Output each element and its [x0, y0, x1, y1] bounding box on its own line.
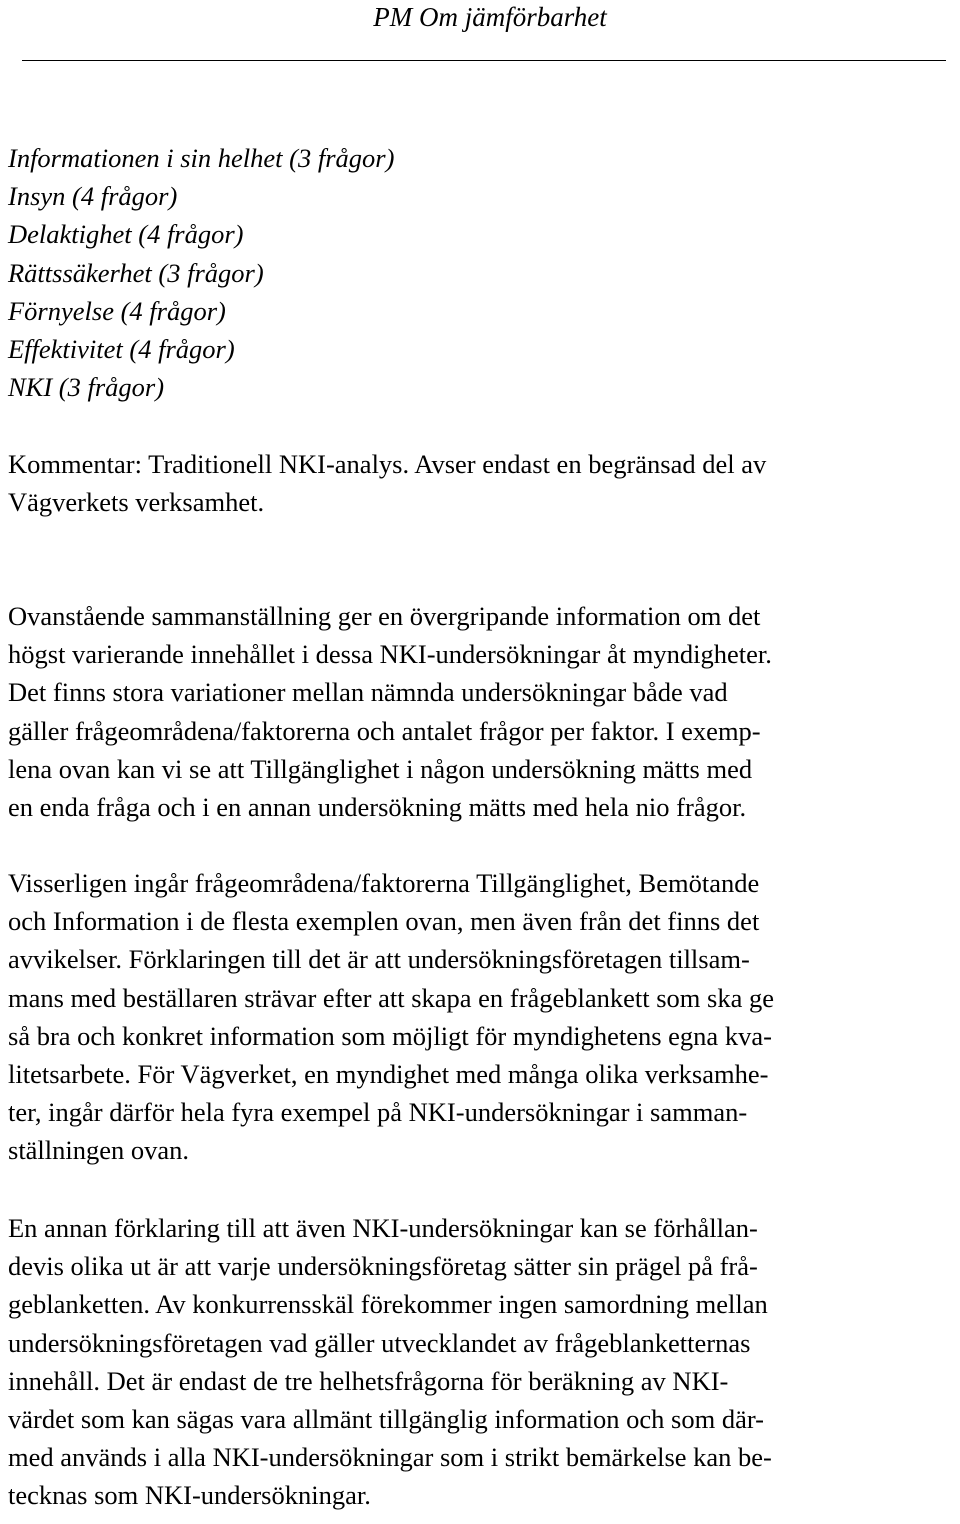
- text-line: ställningen ovan.: [8, 1135, 190, 1166]
- text-line: Det finns stora variationer mellan nämnda undersökningar både vad: [8, 677, 728, 708]
- factor-list-item: NKI (3 frågor): [8, 372, 165, 403]
- paragraph-3: [8, 1209, 948, 1515]
- text-line: innehåll. Det är endast de tre helhetsfrågorna för beräkning av NKI-: [8, 1365, 729, 1396]
- text-line: litetsarbete. För Vägverket, en myndighet med många olika verksamhe-: [8, 1058, 769, 1089]
- factor-list-item: Rättssäkerhet (3 frågor): [8, 257, 264, 288]
- text-line: och Information i de flesta exemplen ovan, men även från det finns det: [8, 906, 760, 937]
- text-line: så bra och konkret information som möjligt för myndighetens egna kva-: [8, 1020, 772, 1051]
- paragraph-2: [8, 864, 948, 1170]
- text-line: högst varierande innehållet i dessa NKI-undersökningar åt myndigheter.: [8, 639, 772, 670]
- text-line: devis olika ut är att varje undersökningsföretag sätter sin prägel på frå-: [8, 1251, 758, 1282]
- factor-list-item: Effektivitet (4 frågor): [8, 333, 235, 364]
- factor-list-item: Förnyelse (4 frågor): [8, 295, 226, 326]
- text-line: gäller frågeområdena/faktorerna och antalet frågor per faktor. I exemp-: [8, 715, 761, 746]
- header-title: PM Om jämförbarhet: [373, 2, 607, 32]
- factor-list-item: Informationen i sin helhet (3 frågor): [8, 143, 395, 173]
- header-rule: [22, 60, 946, 61]
- text-line: En annan förklaring till att även NKI-undersökningar kan se förhållan-: [8, 1213, 758, 1243]
- text-line: Vägverkets verksamhet.: [8, 487, 265, 518]
- text-line: avvikelser. Förklaringen till det är att undersökningsföretagen tillsam-: [8, 944, 750, 975]
- text-line: värdet som kan sägas vara allmänt tillgänglig information och som där-: [8, 1403, 764, 1434]
- text-line: ter, ingår därför hela fyra exempel på NKI-undersökningar i samman-: [8, 1097, 748, 1128]
- paragraph-1: [8, 597, 948, 826]
- comment-paragraph: [8, 445, 948, 521]
- running-header: [0, 0, 960, 66]
- text-line: en enda fråga och i en annan undersökning mätts med hela nio frågor.: [8, 791, 747, 822]
- text-line: lena ovan kan vi se att Tillgänglighet i någon undersökning mätts med: [8, 753, 753, 784]
- text-line: Visserligen ingår frågeområdena/faktorerna Tillgänglighet, Bemötande: [8, 868, 760, 898]
- text-line: med används i alla NKI-undersökningar som i strikt bemärkelse kan be-: [8, 1442, 772, 1473]
- factor-list-item: Delaktighet (4 frågor): [8, 219, 244, 250]
- factor-list: [8, 139, 948, 406]
- text-line: undersökningsföretagen vad gäller utvecklandet av frågeblanketternas: [8, 1327, 751, 1358]
- factor-list-item: Insyn (4 frågor): [8, 181, 178, 212]
- text-line: geblanketten. Av konkurrensskäl förekommer ingen samordning mellan: [8, 1289, 768, 1320]
- text-line: Ovanstående sammanställning ger en övergripande information om det: [8, 601, 761, 631]
- text-line: mans med beställaren strävar efter att skapa en frågeblankett som ska ge: [8, 982, 774, 1013]
- text-line: Kommentar: Traditionell NKI-analys. Avser endast en begränsad del av: [8, 449, 767, 479]
- text-line: tecknas som NKI-undersökningar.: [8, 1480, 371, 1511]
